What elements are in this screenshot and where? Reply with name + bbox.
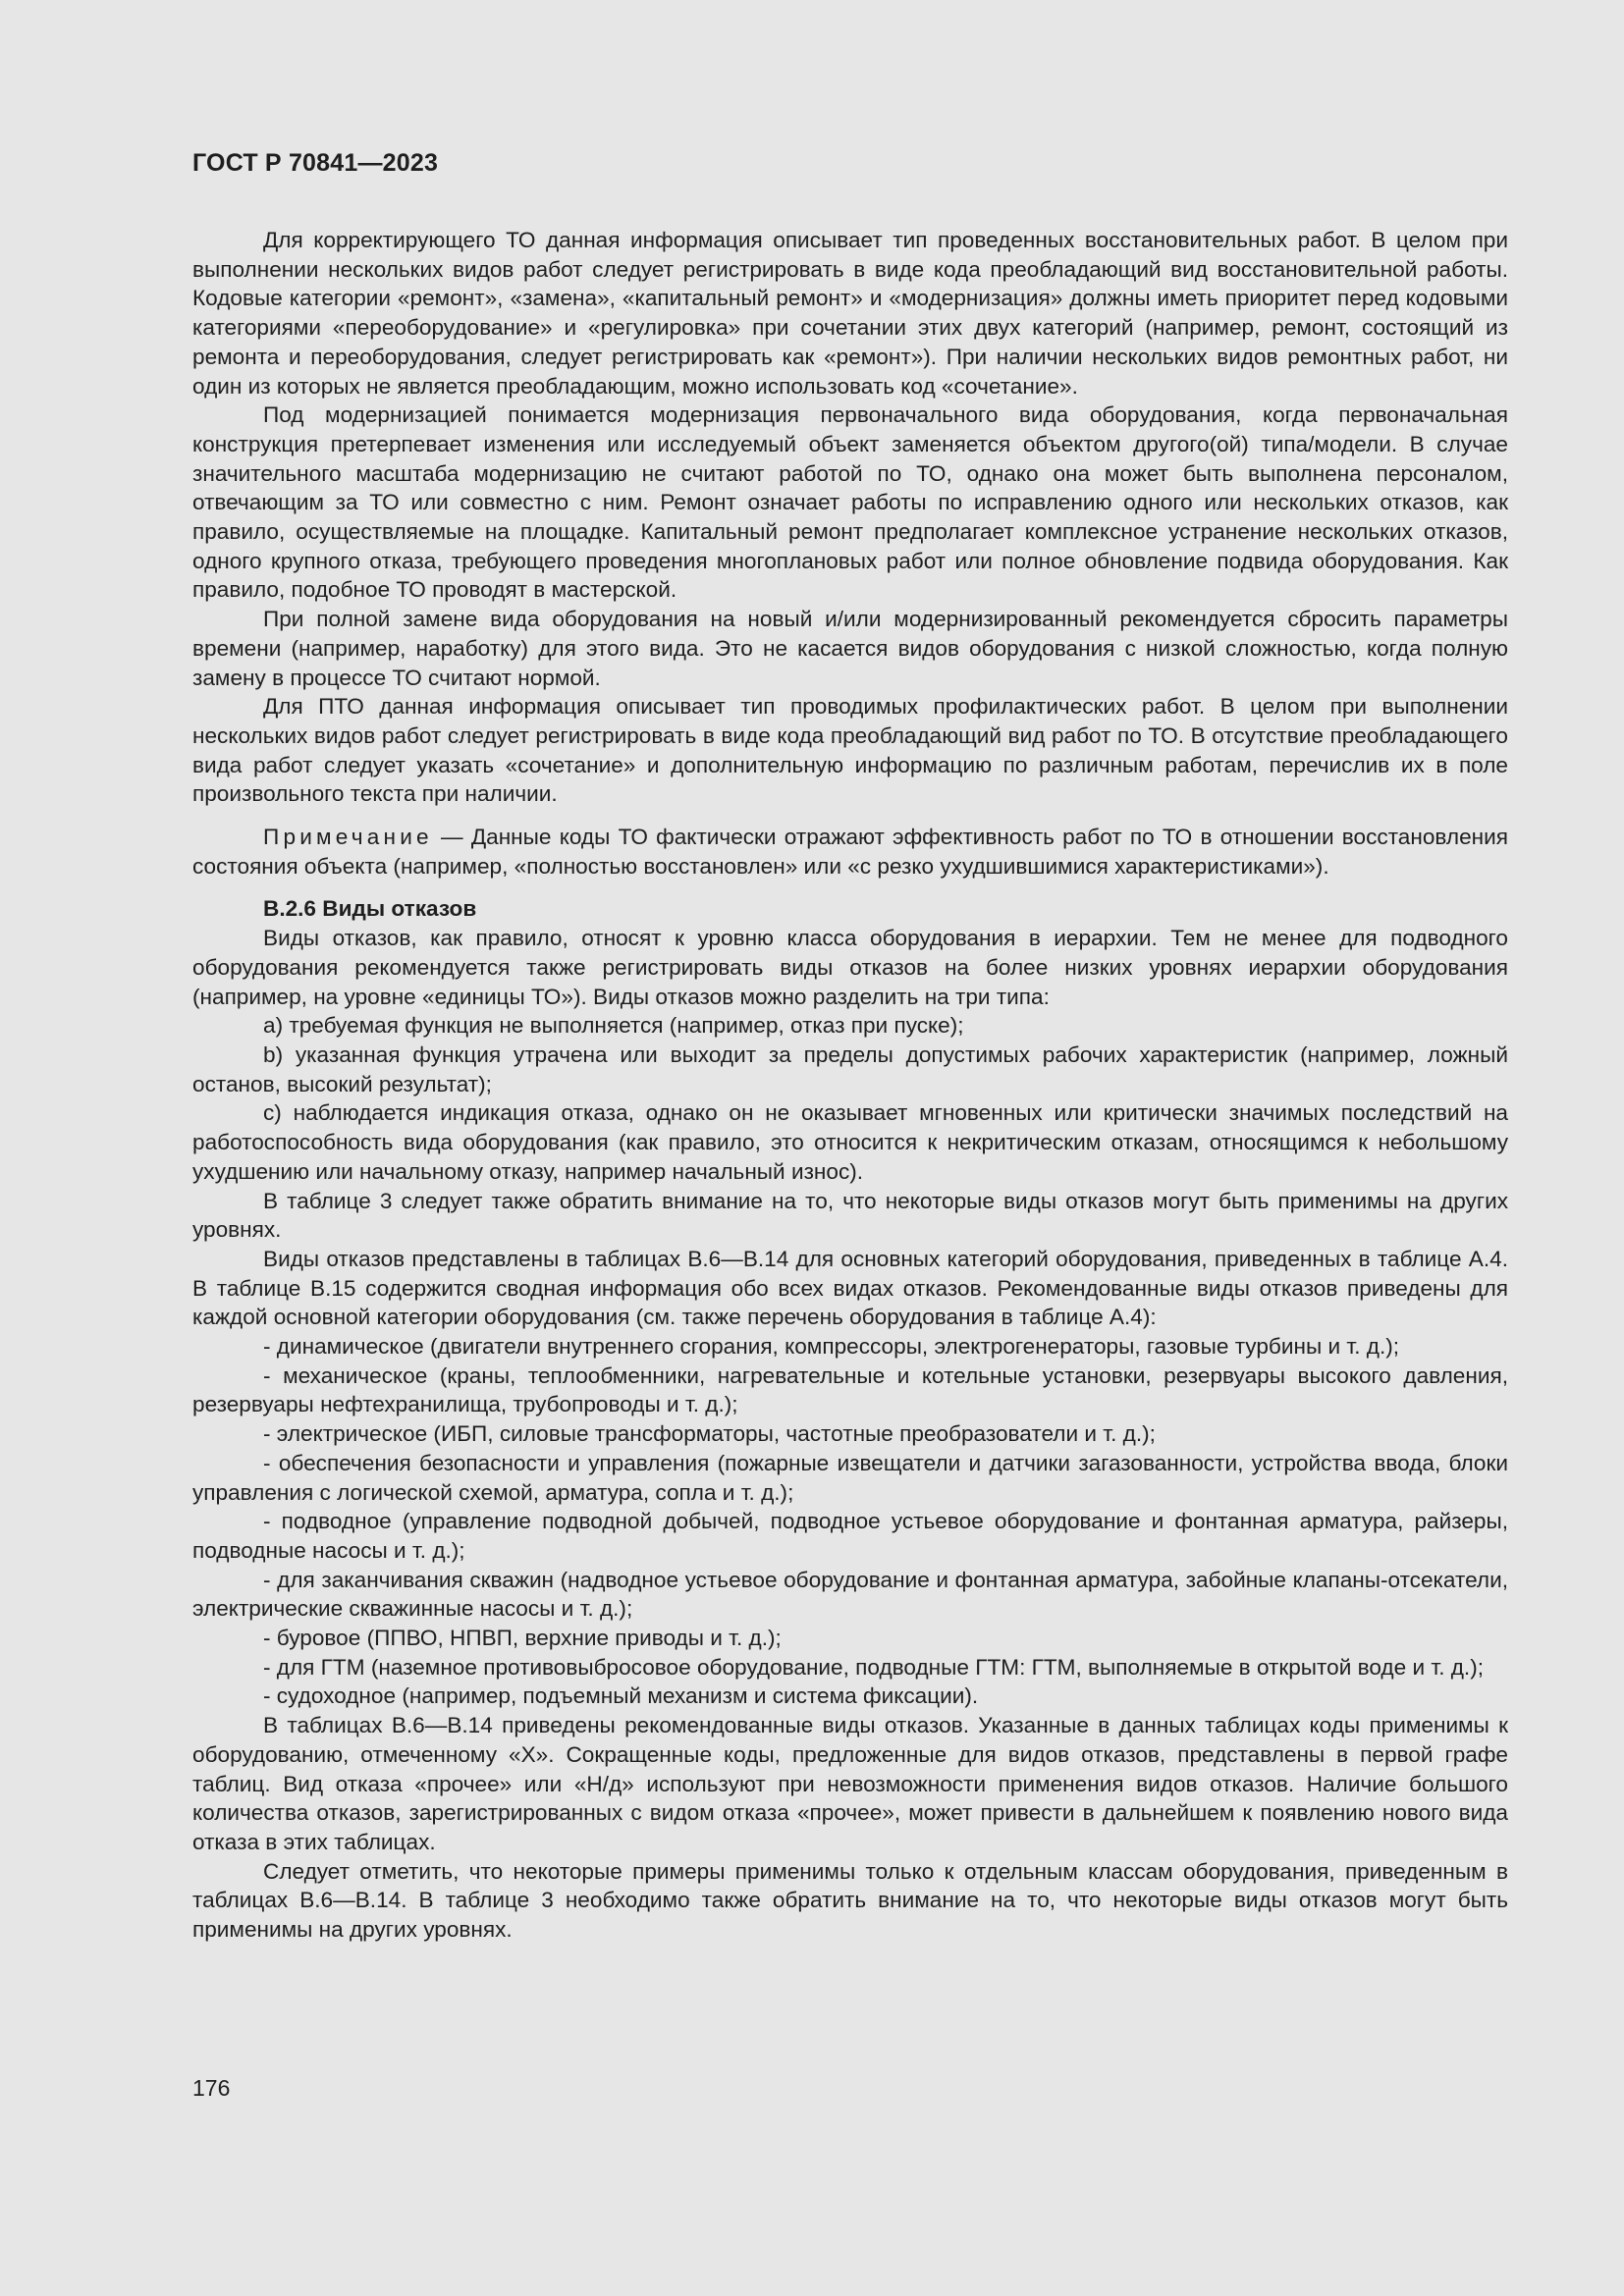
paragraph: Для корректирующего ТО данная информация описывает тип проведенных восстановительных работ. В целом при выполнении нескольких видов работ следует регистрировать в виде кода преобладающий вид восстановительной работы. Кодовые категории «ремонт», «замена», «капитальный ремонт» и «модернизация» должны иметь приоритет перед кодовыми категориями «переоборудование» и «регулировка» при сочетании этих двух категорий (например, ремонт, состоящий из ремонта и переоборудования, следует регистрировать как «ремонт»). При наличии нескольких видов ремонтных работ, ни один из которых не является преобладающим, можно использовать код «сочетание». xyxy=(192,228,1508,399)
list-item: - электрическое (ИБП, силовые трансформаторы, частотные преобразователи и т. д.); xyxy=(263,1421,1156,1447)
list-item: - для заканчивания скважин (надводное устьевое оборудование и фонтанная арматура, забойные клапаны-отсекатели, электрические скважинные насосы и т. д.); xyxy=(192,1567,1508,1622)
paragraph: Виды отказов, как правило, относят к уровню класса оборудования в иерархии. Тем не менее для подводного оборудования рекомендуется также регистрировать виды отказов на более низких уровнях иерархии оборудования (например, на уровне «единицы ТО»). Виды отказов можно разделить на три типа: xyxy=(192,926,1508,1009)
list-item: - механическое (краны, теплообменники, нагревательные и котельные установки, резервуары высокого давления, резервуары нефтехранилища, трубопроводы и т. д.); xyxy=(192,1362,1508,1417)
list-item: - судоходное (например, подъемный механизм и система фиксации). xyxy=(263,1683,979,1709)
paragraph: В таблицах В.6—В.14 приведены рекомендованные виды отказов. Указанные в данных таблицах коды применимы к оборудованию, отмеченному «X». Сокращенные коды, предложенные для видов отказов, представлены в первой графе таблиц. Вид отказа «прочее» или «Н/д» используют при невозможности применения видов отказов. Наличие большого количества отказов, зарегистрированных с видом отказа «прочее», может привести в дальнейшем к появлению нового вида отказа в этих таблицах. xyxy=(192,1713,1508,1854)
paragraph: Виды отказов представлены в таблицах В.6—В.14 для основных категорий оборудования, приведенных в таблице А.4. В таблице В.15 содержится сводная информация обо всех видах отказов. Рекомендованные виды отказов приведены для каждой основной категории оборудования (см. также перечень оборудования в таблице А.4): xyxy=(192,1246,1508,1330)
paragraph: При полной замене вида оборудования на новый и/или модернизированный рекомендуется сбросить параметры времени (например, наработку) для этого вида. Это не касается видов оборудования с низкой сложностью, когда полную замену в процессе ТО считают нормой. xyxy=(192,607,1508,690)
list-item: b) указанная функция утрачена или выходит за пределы допустимых рабочих характеристик (например, ложный останов, высокий результат); xyxy=(192,1041,1508,1096)
list-item: - динамическое (двигатели внутреннего сгорания, компрессоры, электрогенераторы, газовые турбины и т. д.); xyxy=(263,1334,1400,1360)
list-item: - подводное (управление подводной добычей, подводное устьевое оборудование и фонтанная арматура, райзеры, подводные насосы и т. д.); xyxy=(192,1509,1508,1563)
list-item: - буровое (ППВО, НПВП, верхние приводы и т. д.); xyxy=(263,1626,782,1651)
note-text: — Данные коды ТО фактически отражают эффективность работ по ТО в отношении восстановления состояния объекта (например, «полностью восстановлен» или «с резко ухудшившимися характеристиками»). xyxy=(192,825,1508,879)
document-body xyxy=(192,226,1508,1945)
list-item: c) наблюдается индикация отказа, однако он не оказывает мгновенных или критически значимых последствий на работоспособность вида оборудования (как правило, это относится к некритическим отказам, относящимся к небольшому ухудшению или начальному отказу, например начальный износ). xyxy=(192,1100,1508,1184)
document-header: ГОСТ Р 70841—2023 xyxy=(192,149,439,177)
paragraph: Следует отметить, что некоторые примеры применимы только к отдельным классам оборудования, приведенным в таблицах В.6—В.14. В таблице 3 необходимо также обратить внимание на то, что некоторые виды отказов могут быть применимы на других уровнях. xyxy=(192,1858,1508,1943)
list-item: a) требуемая функция не выполняется (например, отказ при пуске); xyxy=(263,1013,964,1039)
paragraph: Под модернизацией понимается модернизация первоначального вида оборудования, когда первоначальная конструкция претерпевает изменения или исследуемый объект заменяется объектом другого(ой) типа/модели. В случае значительного масштаба модернизацию не считают работой по ТО, однако она может быть выполнена персоналом, отвечающим за ТО или совместно с ним. Ремонт означает работы по исправлению одного или нескольких отказов, как правило, осуществляемые на площадке. Капитальный ремонт предполагает комплексное устранение нескольких отказов, одного крупного отказа, требующего проведения многоплановых работ или полное обновление подвида оборудования. Как правило, подобное ТО проводят в мастерской. xyxy=(192,402,1508,603)
paragraph: В таблице 3 следует также обратить внимание на то, что некоторые виды отказов могут быть применимы на других уровнях. xyxy=(192,1188,1508,1243)
section-heading: В.2.6 Виды отказов xyxy=(263,896,477,922)
list-item: - обеспечения безопасности и управления (пожарные извещатели и датчики загазованности, устройства ввода, блоки управления с логической схемой, арматура, сопла и т. д.); xyxy=(192,1450,1508,1505)
paragraph: Для ПТО данная информация описывает тип проводимых профилактических работ. В целом при выполнении нескольких видов работ следует регистрировать в виде кода преобладающий вид работ по ТО. В отсутствие преобладающего вида работ следует указать «сочетание» и дополнительную информацию по различным работам, перечислив их в поле произвольного текста при наличии. xyxy=(192,694,1508,807)
list-item: - для ГТМ (наземное противовыбросовое оборудование, подводные ГТМ: ГТМ, выполняемые в открытой воде и т. д.); xyxy=(263,1654,1485,1680)
note xyxy=(192,823,1508,881)
page-number: 176 xyxy=(192,2075,231,2101)
note-label: Примечание xyxy=(263,825,433,850)
